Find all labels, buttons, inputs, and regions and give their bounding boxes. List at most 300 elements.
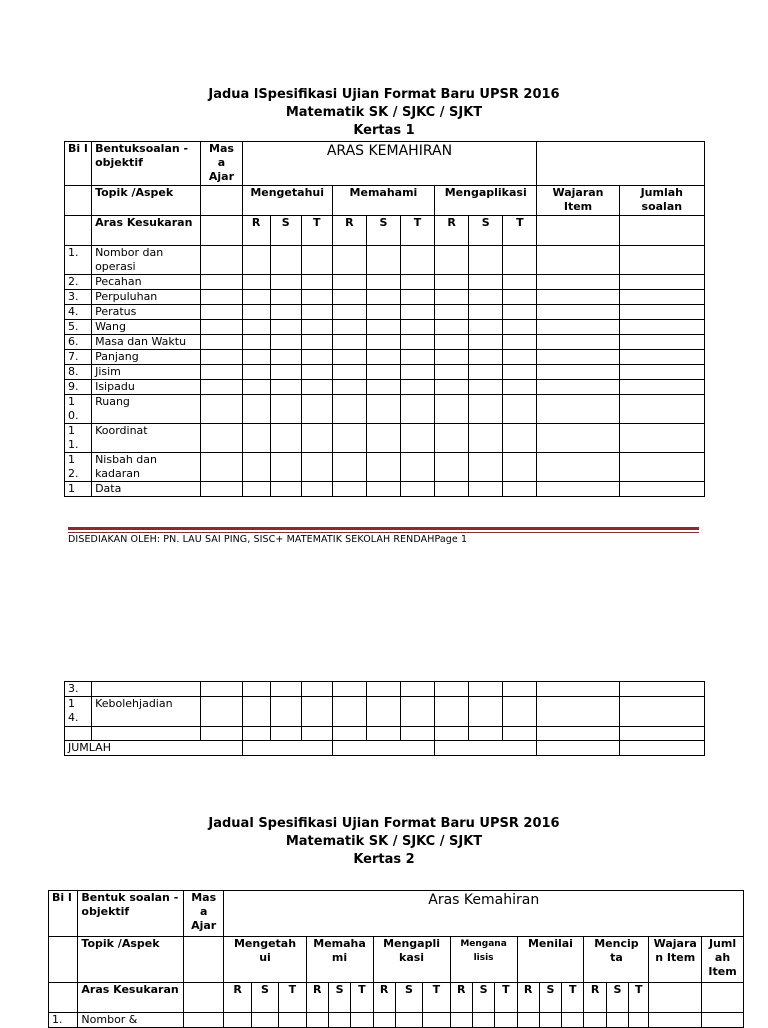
s-header: S [539,983,561,1013]
blank-cell [435,290,469,305]
row-topic: Ruang [92,395,201,424]
blank-cell [332,365,366,380]
blank-cell [702,983,744,1013]
blank-cell [400,290,434,305]
blank-cell [242,697,270,727]
blank-cell [366,350,400,365]
blank-cell [606,1013,628,1028]
row-topic: Isipadu [92,380,201,395]
blank-cell [301,697,332,727]
table-row [65,395,705,424]
blank-cell [503,275,537,290]
blank-cell [435,424,469,453]
blank-cell [332,482,366,497]
blank-cell [242,482,270,497]
blank-cell [619,290,704,305]
row-topic: Perpuluhan [92,290,201,305]
blank-cell [562,1013,584,1028]
blank-cell [503,246,537,275]
row-number: 7. [65,350,92,365]
blank-cell [537,453,619,482]
blank-cell [270,365,301,380]
blank-cell [400,305,434,320]
blank-cell [183,1013,224,1028]
blank-cell [201,697,242,727]
blank-cell [619,697,704,727]
empty-header-cell [537,142,705,186]
blank-cell [400,482,434,497]
blank-cell [469,727,503,741]
blank-cell [537,305,619,320]
blank-cell [619,305,704,320]
blank-cell [242,305,270,320]
blank-cell [400,453,434,482]
jumlah-header: Jumlah soalan [619,186,704,216]
blank-cell [201,395,242,424]
blank-cell [301,320,332,335]
t-header: T [301,216,332,246]
blank-cell [435,697,469,727]
blank-cell [469,380,503,395]
table-row [65,453,705,482]
t-header: T [351,983,373,1013]
topik-header: Topik /Aspek [78,937,183,983]
blank-cell [619,424,704,453]
blank-cell [201,453,242,482]
blank-cell [619,482,704,497]
blank-cell [301,482,332,497]
t-header: T [279,983,306,1013]
blank-cell [435,482,469,497]
blank-cell [332,290,366,305]
row-number: 8. [65,365,92,380]
table-row [65,246,705,275]
blank-cell [224,1013,251,1028]
blank-cell [469,482,503,497]
blank-cell [201,482,242,497]
blank-cell [503,350,537,365]
blank-cell [469,350,503,365]
blank-cell [332,275,366,290]
page2-title-line3: Kertas 2 [353,852,415,867]
wajaran-header: Wajaran Item [537,186,619,216]
blank-cell [201,246,242,275]
blank-cell [400,365,434,380]
table-row [65,380,705,395]
blank-cell [503,335,537,350]
blank-cell [332,380,366,395]
blank-cell [242,365,270,380]
blank-cell [400,335,434,350]
s-header: S [328,983,350,1013]
blank-cell [395,1013,422,1028]
s-header: S [469,216,503,246]
blank-cell [469,275,503,290]
blank-cell [537,395,619,424]
blank-cell [619,246,704,275]
row-topic: Koordinat [92,424,201,453]
mencipta-header: Mencip ta [584,937,649,983]
blank-cell [400,320,434,335]
blank-cell [242,453,270,482]
blank-cell [366,727,400,741]
blank-cell [537,246,619,275]
blank-cell [270,335,301,350]
mengetahui-header: Mengetah ui [224,937,306,983]
blank-cell [619,320,704,335]
blank-cell [301,246,332,275]
t-header: T [503,216,537,246]
page2-title [0,815,768,869]
row-number: 1 2. [65,453,92,482]
row-number: 1. [49,1013,78,1028]
row-number: 2. [65,275,92,290]
row-number: 1. [65,246,92,275]
row-number: 9. [65,380,92,395]
footer-rule-thick [68,527,699,530]
table-row [65,697,705,727]
blank-cell [469,305,503,320]
blank-cell [469,682,503,697]
blank-cell [435,275,469,290]
blank-cell [400,727,434,741]
blank-cell [702,1013,744,1028]
blank-cell [517,1013,539,1028]
blank-cell [351,1013,373,1028]
blank-cell [619,682,704,697]
blank-cell [270,350,301,365]
blank-cell [537,320,619,335]
mengetahui-header: Mengetahui [242,186,332,216]
blank-cell [503,395,537,424]
blank-cell [270,380,301,395]
blank-cell [537,727,619,741]
table-row [65,365,705,380]
table-row [65,320,705,335]
blank-cell [400,350,434,365]
blank-cell [503,727,537,741]
blank-cell [201,380,242,395]
table-row [65,682,705,697]
row-number: 4. [65,305,92,320]
blank-cell [301,453,332,482]
blank-cell [251,1013,278,1028]
blank-cell [301,395,332,424]
blank-cell [201,290,242,305]
blank-cell [366,290,400,305]
blank-cell [301,380,332,395]
t-header: T [423,983,450,1013]
row-number [65,727,92,741]
blank-cell [619,335,704,350]
table-row [65,727,705,741]
table-row [65,424,705,453]
page1-title-line2: Matematik SK / SJKC / SJKT [285,105,483,120]
r-header: R [517,983,539,1013]
blank-cell [469,290,503,305]
blank-cell [242,275,270,290]
blank-cell [539,1013,561,1028]
blank-cell [469,453,503,482]
blank-cell [201,424,242,453]
blank-cell [270,275,301,290]
blank-cell [279,1013,306,1028]
blank-cell [503,365,537,380]
menganalisis-header: Mengana lisis [450,937,517,983]
jumlah-label: JUMLAH [65,741,243,756]
blank-cell [270,453,301,482]
topik-header: Topik /Aspek [92,186,201,216]
blank-cell [450,1013,472,1028]
blank-cell [619,727,704,741]
blank-cell [366,395,400,424]
r-header: R [450,983,472,1013]
blank-cell [435,395,469,424]
blank-cell [201,682,242,697]
t-header: T [400,216,434,246]
blank-cell [503,380,537,395]
blank-cell [270,305,301,320]
row-number: 1 4. [65,697,92,727]
r-header: R [242,216,270,246]
s-header: S [270,216,301,246]
blank-cell [366,482,400,497]
blank-cell [332,320,366,335]
s-header: S [472,983,494,1013]
page2-title-line1: Jadual Spesifikasi Ujian Format Baru UPSR 2016 [208,816,560,831]
blank-cell [584,1013,606,1028]
row-number: 6. [65,335,92,350]
blank-cell [201,727,242,741]
blank-cell [435,305,469,320]
r-header: R [435,216,469,246]
blank-cell [435,350,469,365]
blank-cell [400,697,434,727]
row-topic: Peratus [92,305,201,320]
blank-cell [435,335,469,350]
spec-table-kertas1 [64,141,705,497]
r-header: R [332,216,366,246]
blank-cell [400,424,434,453]
blank-cell [270,246,301,275]
table-row [65,335,705,350]
blank-cell [400,380,434,395]
blank-cell [270,395,301,424]
blank-cell [332,453,366,482]
bil-header: Bi l [65,142,92,186]
blank-cell [242,350,270,365]
blank-cell [503,305,537,320]
blank-cell [242,395,270,424]
blank-cell [328,1013,350,1028]
blank-cell [242,320,270,335]
blank-cell [270,727,301,741]
blank-cell [435,246,469,275]
blank-cell [469,424,503,453]
blank-cell [537,335,619,350]
r-header: R [584,983,606,1013]
blank-cell [435,365,469,380]
blank-cell [537,275,619,290]
page1-title-line1: Jadua lSpesifikasi Ujian Format Baru UPSR 2016 [208,87,560,102]
blank-cell [503,697,537,727]
blank-cell [306,1013,328,1028]
row-topic [92,727,201,741]
blank-cell [270,424,301,453]
blank-cell [435,320,469,335]
mengaplikasi-header: Mengaplikasi [435,186,537,216]
blank-cell [619,365,704,380]
blank-cell [201,305,242,320]
blank-cell [242,424,270,453]
memahami-header: Memaha mi [306,937,373,983]
blank-cell [201,365,242,380]
page-footer: DISEDIAKAN OLEH: PN. LAU SAI PING, SISC+ MATEMATIK SEKOLAH RENDAHPage 1 [68,534,468,545]
blank-cell [242,380,270,395]
r-header: R [306,983,328,1013]
s-header: S [606,983,628,1013]
blank-cell [201,320,242,335]
blank-cell [503,320,537,335]
blank-cell [400,275,434,290]
blank-cell [366,697,400,727]
blank-cell [366,305,400,320]
blank-cell [270,320,301,335]
mengaplikasi-header: Mengapli kasi [373,937,450,983]
blank-cell [201,335,242,350]
table-row [65,275,705,290]
blank-cell [242,727,270,741]
blank-cell [242,246,270,275]
row-topic: Nisbah dan kadaran [92,453,201,482]
aras-kesukaran-header: Aras Kesukaran [78,983,183,1013]
blank-cell [270,482,301,497]
blank-cell [301,682,332,697]
blank-cell [270,697,301,727]
blank-cell [469,395,503,424]
row-topic [92,682,201,697]
blank-cell [400,395,434,424]
page2-title-line2: Matematik SK / SJKC / SJKT [285,834,483,849]
aras-kemahiran-header: Aras Kemahiran [224,891,744,937]
blank-cell [619,350,704,365]
blank-cell [366,335,400,350]
bentuk-header: Bentuk soalan - objektif [78,891,183,937]
t-header: T [495,983,517,1013]
footer-rule-thin [68,532,699,533]
blank-cell [332,682,366,697]
blank-cell [435,682,469,697]
s-header: S [395,983,422,1013]
row-number: 1 0. [65,395,92,424]
aras-kemahiran-header: ARAS KEMAHIRAN [242,142,537,186]
memahami-header: Memahami [332,186,434,216]
blank-cell [366,682,400,697]
row-number: 5. [65,320,92,335]
blank-cell [537,482,619,497]
blank-cell [301,335,332,350]
aras-kesukaran-header: Aras Kesukaran [92,216,201,246]
s-header: S [366,216,400,246]
blank-cell [332,727,366,741]
blank-cell [270,682,301,697]
menilai-header: Menilai [517,937,584,983]
blank-cell [469,365,503,380]
blank-cell [495,1013,517,1028]
row-number: 1 [65,482,92,497]
page1-title-line3: Kertas 1 [353,123,415,138]
blank-cell [472,1013,494,1028]
blank-cell [332,335,366,350]
row-topic: Data [92,482,201,497]
row-topic: Jisim [92,365,201,380]
blank-cell [537,380,619,395]
blank-cell [301,290,332,305]
t-header: T [629,983,649,1013]
blank-cell [366,246,400,275]
blank-cell [366,320,400,335]
blank-cell [366,380,400,395]
blank-cell [503,424,537,453]
row-topic: Kebolehjadian [92,697,201,727]
masa-ajar-header: Mas a Ajar [201,142,242,186]
blank-cell [503,682,537,697]
blank-cell [537,697,619,727]
bil-header: Bi l [49,891,78,937]
blank-cell [270,290,301,305]
blank-cell [400,246,434,275]
jumlah-header: Juml ah Item [702,937,744,983]
blank-cell [619,395,704,424]
blank-cell [332,395,366,424]
blank-cell [301,305,332,320]
row-number: 3. [65,682,92,697]
blank-cell [201,275,242,290]
blank-cell [242,335,270,350]
row-number: 3. [65,290,92,305]
blank-cell [373,1013,395,1028]
blank-cell [537,290,619,305]
blank-cell [619,275,704,290]
blank-cell [242,290,270,305]
spec-table-kertas1-continued [64,681,705,756]
blank-cell [619,380,704,395]
blank-cell [537,424,619,453]
row-topic: Nombor dan operasi [92,246,201,275]
bentuk-header: Bentuksoalan - objektif [92,142,201,186]
row-topic: Wang [92,320,201,335]
blank-cell [469,320,503,335]
blank-cell [503,290,537,305]
page1-title [0,86,768,140]
blank-cell [503,482,537,497]
blank-cell [469,246,503,275]
blank-cell [469,335,503,350]
row-topic: Pecahan [92,275,201,290]
blank-cell [366,365,400,380]
blank-cell [649,1013,702,1028]
blank-cell [332,697,366,727]
blank-cell [332,246,366,275]
row-topic: Panjang [92,350,201,365]
table-row [65,290,705,305]
row-number: 1 1. [65,424,92,453]
table-row [65,305,705,320]
row-topic: Masa dan Waktu [92,335,201,350]
table-row [65,350,705,365]
blank-cell [619,453,704,482]
blank-cell [366,424,400,453]
